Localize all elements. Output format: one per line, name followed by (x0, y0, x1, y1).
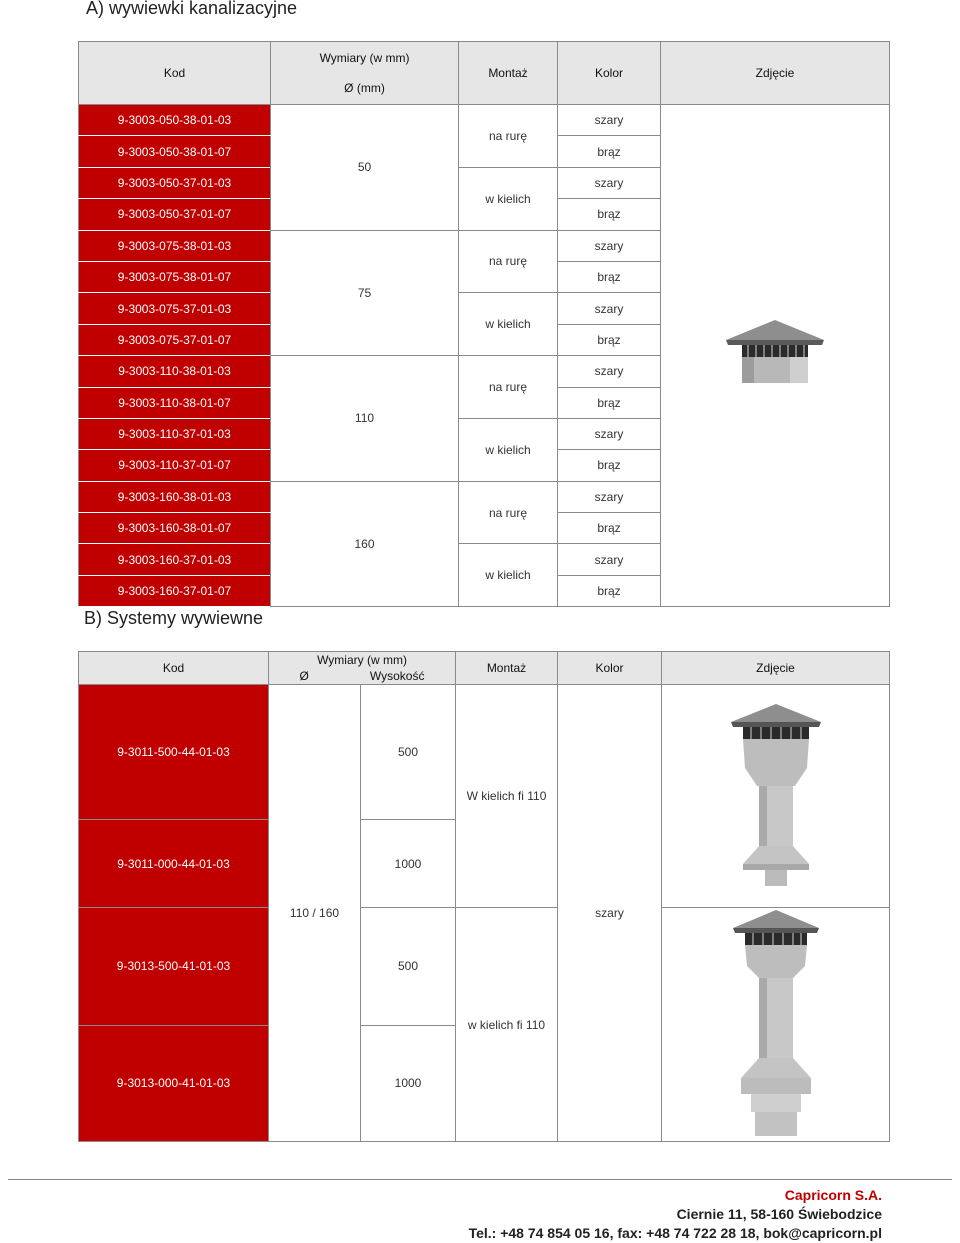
color-cell: brąz (558, 324, 661, 355)
footer-company: Capricorn S.A. (784, 1187, 882, 1203)
mount-cell: na rurę (459, 356, 558, 419)
header-wymiary-sub: Ø (mm) (344, 81, 385, 95)
mount-cell: w kielich (459, 418, 558, 481)
footer-address: Ciernie 11, 58-160 Świebodzice (676, 1206, 882, 1222)
table-row-code: 9-3003-160-37-01-07 (79, 575, 271, 606)
section-b-title: B) Systemy wywiewne (84, 608, 264, 628)
color-cell: szary (558, 544, 661, 575)
vent-system-photo-1 (721, 702, 831, 888)
table-row-code: 9-3003-075-37-01-07 (79, 324, 271, 355)
section-a-title: A) wywiewki kanalizacyjne (86, 0, 298, 18)
table-row-code: 9-3003-110-38-01-07 (79, 387, 271, 418)
color-cell: brąz (558, 513, 661, 544)
header-diameter: Ø (299, 669, 309, 683)
header-kod: Kod (79, 652, 269, 685)
mount-cell: w kielich fi 110 (456, 908, 558, 1142)
table-row-code: 9-3003-160-38-01-03 (79, 481, 271, 512)
color-cell: brąz (558, 450, 661, 481)
color-cell: szary (558, 293, 661, 324)
vent-system-photo-2 (721, 908, 831, 1138)
color-cell: szary (558, 685, 662, 1142)
table-row-code: 9-3003-160-38-01-07 (79, 513, 271, 544)
table-row-code: 9-3003-110-37-01-07 (79, 450, 271, 481)
color-cell: brąz (558, 199, 661, 230)
header-zdjecie: Zdjęcie (661, 42, 890, 105)
photo-cell (662, 908, 890, 1142)
header-montaz: Montaż (459, 42, 558, 105)
header-wymiary-label: Wymiary (w mm) (319, 51, 410, 65)
mount-cell: na rurę (459, 105, 558, 168)
table-row-code: 9-3003-050-38-01-07 (79, 136, 271, 167)
header-kolor: Kolor (558, 42, 661, 105)
section-b-table (78, 651, 890, 1142)
color-cell: brąz (558, 387, 661, 418)
height-cell: 500 (361, 908, 456, 1026)
diameter-cell: 110 / 160 (269, 685, 361, 1142)
header-wysokosc: Wysokość (369, 669, 425, 683)
header-zdjecie: Zdjęcie (662, 652, 890, 685)
table-row-code: 9-3003-075-38-01-07 (79, 261, 271, 292)
mount-cell: w kielich (459, 293, 558, 356)
mount-cell: na rurę (459, 230, 558, 293)
table-row-code: 9-3013-000-41-01-03 (79, 1025, 269, 1142)
height-cell: 1000 (361, 820, 456, 908)
mount-cell: w kielich (459, 544, 558, 607)
mount-cell: w kielich (459, 167, 558, 230)
color-cell: szary (558, 356, 661, 387)
height-cell: 1000 (361, 1025, 456, 1142)
table-row-code: 9-3003-075-38-01-03 (79, 230, 271, 261)
table-row-code: 9-3003-075-37-01-03 (79, 293, 271, 324)
table-row-code: 9-3003-110-38-01-03 (79, 356, 271, 387)
header-wymiary-label: Wymiary (w mm) (317, 653, 407, 667)
height-cell: 500 (361, 685, 456, 820)
photo-cell (661, 105, 890, 607)
color-cell: brąz (558, 575, 661, 606)
diameter-cell: 50 (271, 105, 459, 231)
table-row-code: 9-3011-000-44-01-03 (79, 820, 269, 908)
table-row-code: 9-3011-500-44-01-03 (79, 685, 269, 820)
footer-divider (8, 1179, 952, 1180)
header-wymiary (269, 652, 456, 685)
mount-cell: na rurę (459, 481, 558, 544)
color-cell: szary (558, 105, 661, 136)
photo-cell (662, 685, 890, 908)
table-row-code: 9-3003-110-37-01-03 (79, 418, 271, 449)
header-kod: Kod (79, 42, 271, 105)
diameter-cell: 75 (271, 230, 459, 356)
color-cell: szary (558, 230, 661, 261)
table-row-code: 9-3003-050-37-01-07 (79, 199, 271, 230)
diameter-cell: 110 (271, 356, 459, 482)
mount-cell: W kielich fi 110 (456, 685, 558, 908)
color-cell: szary (558, 418, 661, 449)
table-row-code: 9-3003-050-37-01-03 (79, 167, 271, 198)
color-cell: szary (558, 481, 661, 512)
section-a-table (78, 41, 890, 607)
vent-cap-photo (720, 318, 830, 390)
footer-contact: Tel.: +48 74 854 05 16, fax: +48 74 722 28 18, bok@capricorn.pl (468, 1225, 882, 1241)
header-montaz: Montaż (456, 652, 558, 685)
table-row-code: 9-3013-500-41-01-03 (79, 908, 269, 1026)
color-cell: brąz (558, 261, 661, 292)
table-row-code: 9-3003-050-38-01-03 (79, 105, 271, 136)
color-cell: szary (558, 167, 661, 198)
header-wymiary (271, 42, 459, 105)
diameter-cell: 160 (271, 481, 459, 607)
header-kolor: Kolor (558, 652, 662, 685)
table-row-code: 9-3003-160-37-01-03 (79, 544, 271, 575)
color-cell: brąz (558, 136, 661, 167)
